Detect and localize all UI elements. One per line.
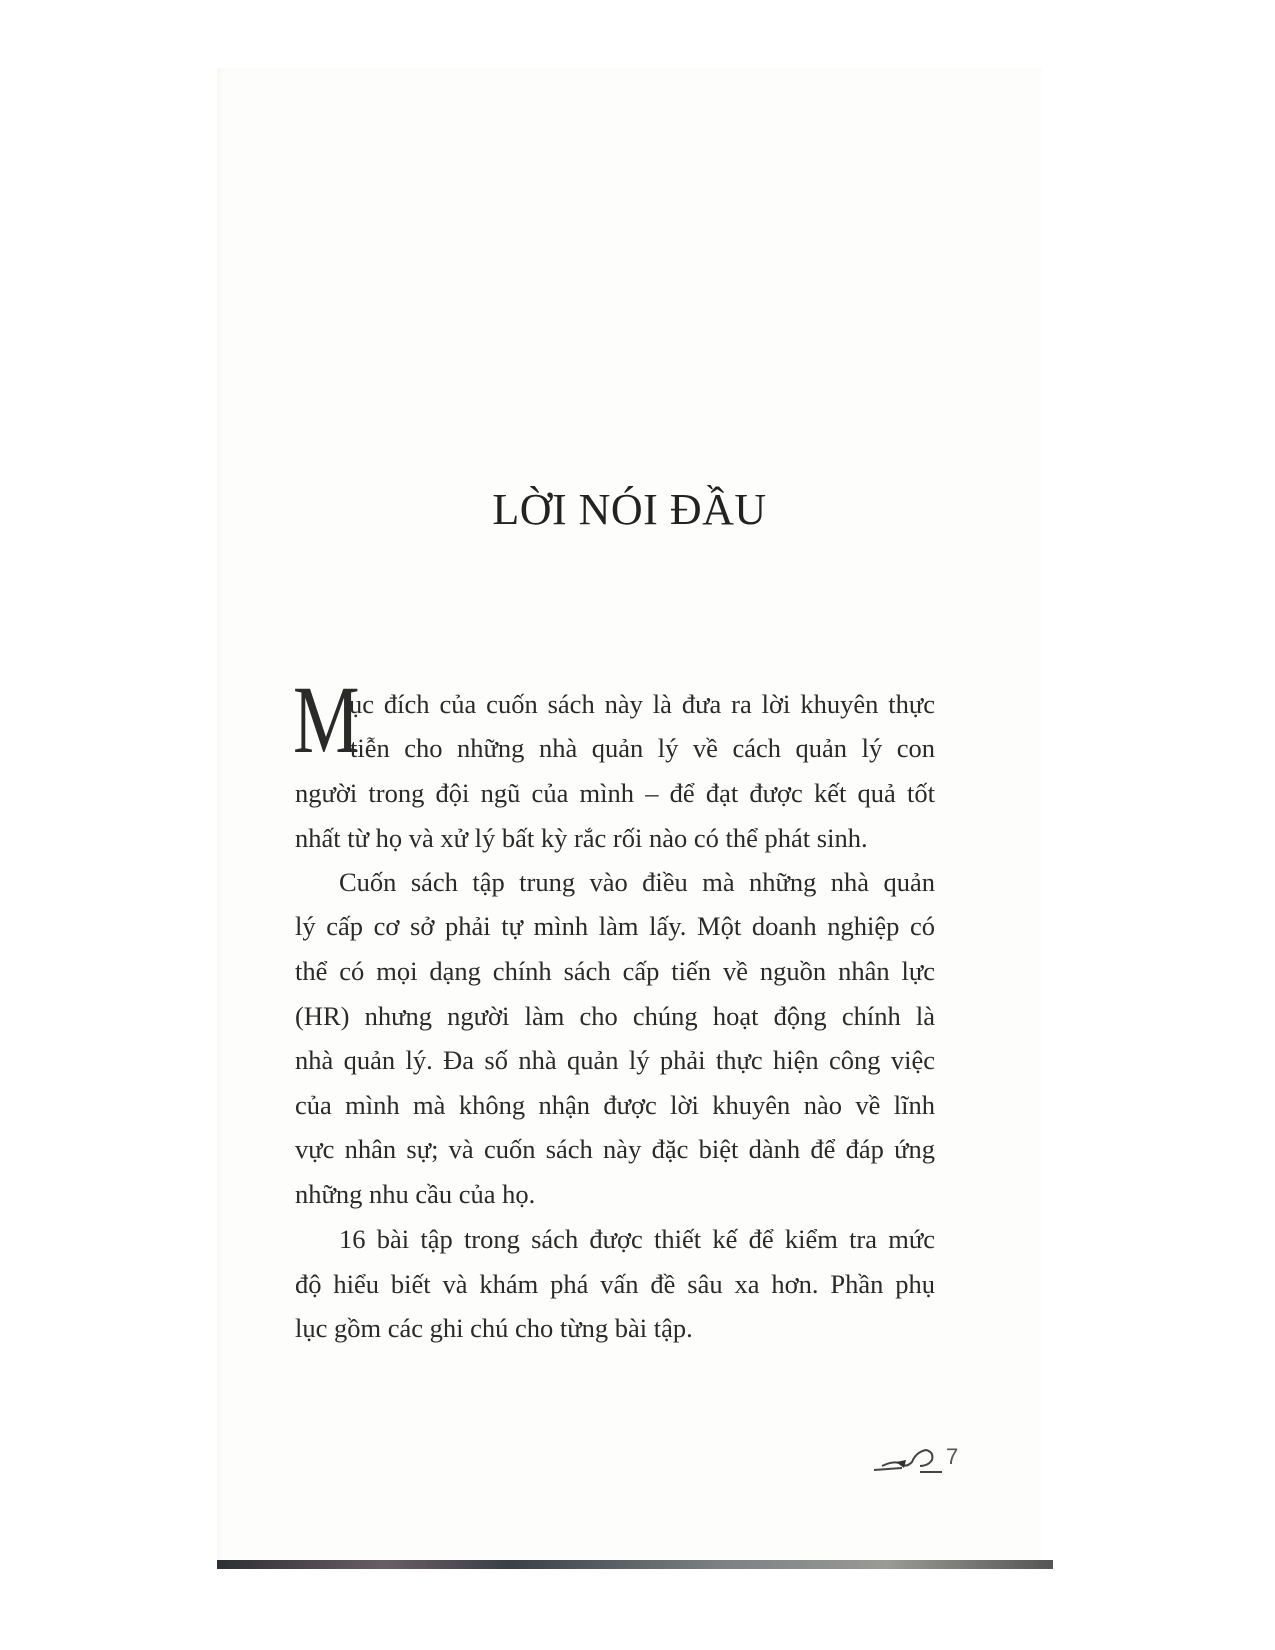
chapter-title: LỜI NÓI ĐẦU xyxy=(492,485,767,534)
text-line: tiễn cho những nhà quản lý về cách quản lý con xyxy=(350,733,935,763)
text-line: của mình mà không nhận được lời khuyên nào về lĩnh xyxy=(295,1090,935,1120)
drop-cap: M xyxy=(293,666,360,773)
text-line: (HR) nhưng người làm cho chúng hoạt động chính là xyxy=(295,1001,935,1031)
text-line: 16 bài tập trong sách được thiết kế để kiểm tra mức xyxy=(339,1224,935,1254)
text-line: lý cấp cơ sở phải tự mình làm lấy. Một doanh nghiệp có xyxy=(295,911,935,941)
text-line: ục đích của cuốn sách này là đưa ra lời khuyên thực xyxy=(349,689,935,719)
text-line: nhất từ họ và xử lý bất kỳ rắc rối nào có thể phát sinh. xyxy=(295,823,868,853)
text-line: người trong đội ngũ của mình – để đạt được kết quả tốt xyxy=(295,778,935,808)
text-line: thể có mọi dạng chính sách cấp tiến về nguồn nhân lực xyxy=(295,956,935,986)
text-line: Cuốn sách tập trung vào điều mà những nhà quản xyxy=(339,867,935,897)
text-line: những nhu cầu của họ. xyxy=(295,1179,536,1209)
text-line: nhà quản lý. Đa số nhà quản lý phải thực hiện công việc xyxy=(295,1045,935,1075)
text-line: vực nhân sự; và cuốn sách này đặc biệt dành để đáp ứng xyxy=(295,1134,935,1164)
text-line: lục gồm các ghi chú cho từng bài tập. xyxy=(295,1313,693,1343)
text-line: độ hiểu biết và khám phá vấn đề sâu xa hơn. Phần phụ xyxy=(295,1269,935,1299)
page-ornament-icon xyxy=(872,1442,942,1476)
page-number: 7 xyxy=(946,1444,959,1469)
page-bottom-edge xyxy=(217,1560,1053,1569)
